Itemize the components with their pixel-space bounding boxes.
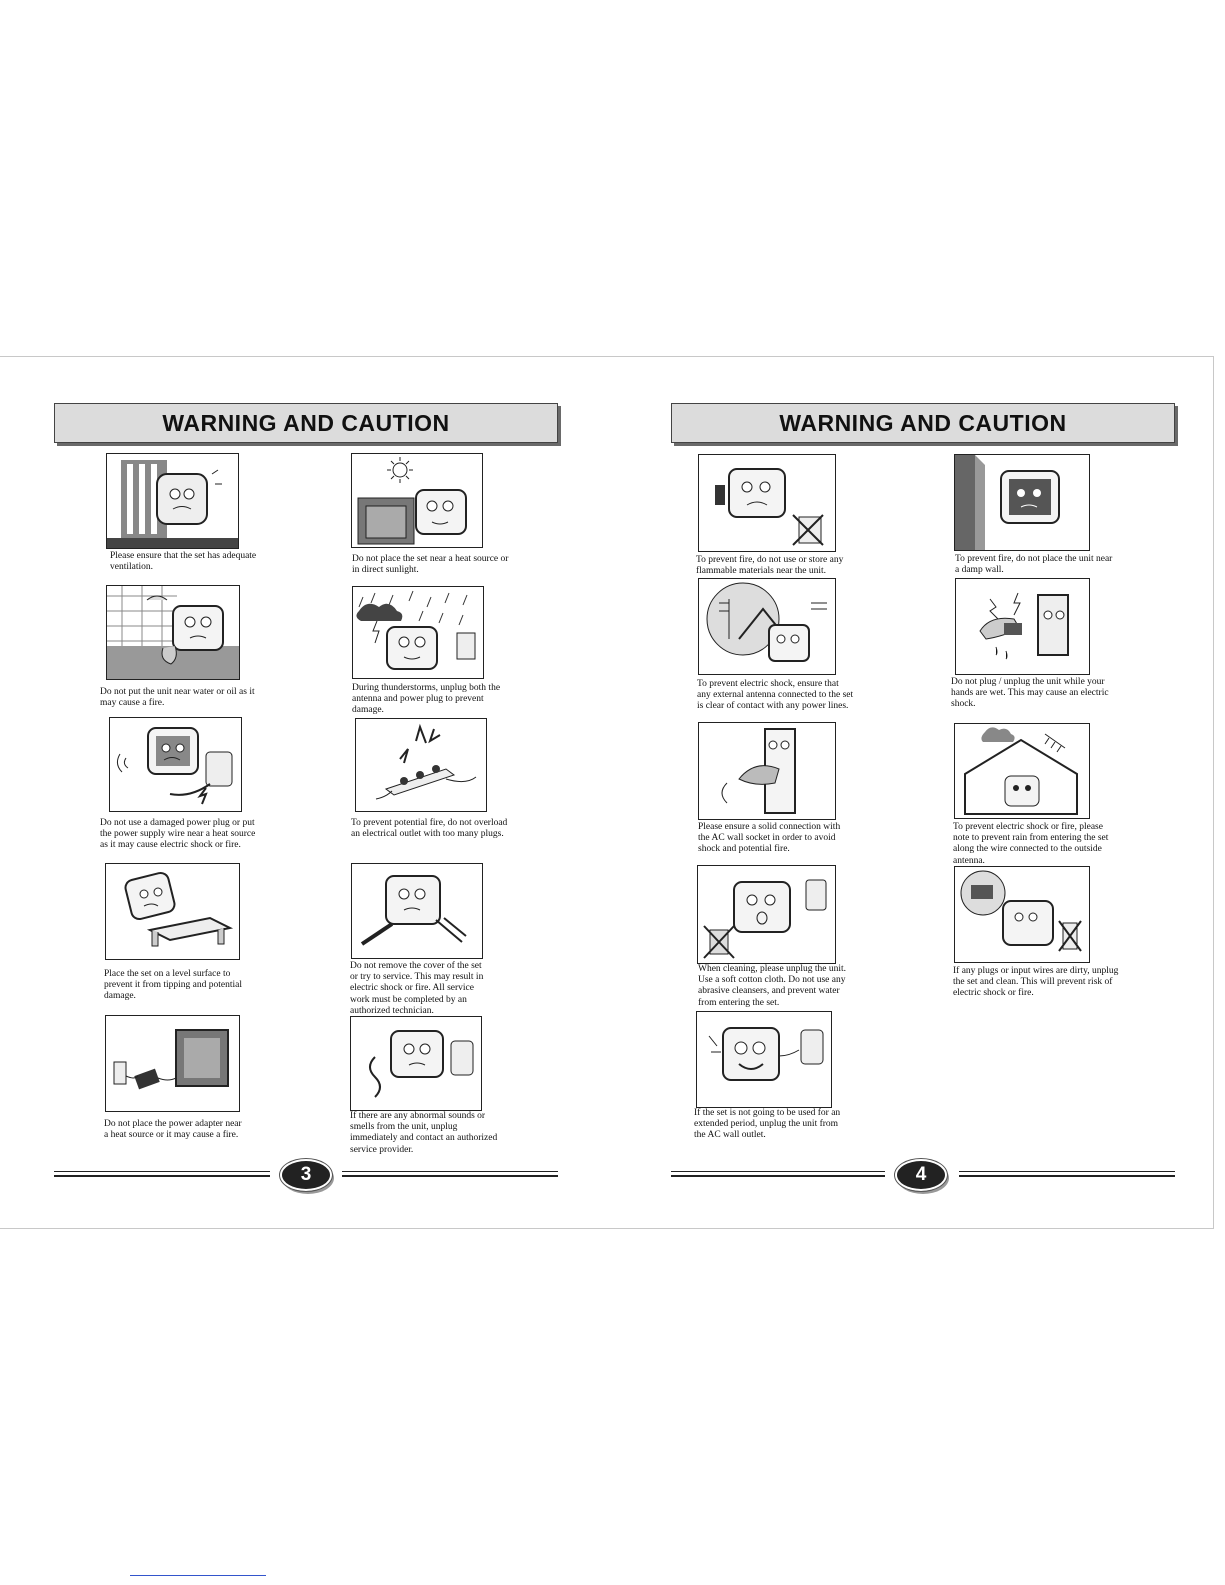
tv-flammable-illustration bbox=[698, 454, 836, 552]
footer-rule bbox=[342, 1175, 558, 1177]
item-caption: To prevent electric shock, ensure that any external antenna connected to the set is clear of contact with any power lines. bbox=[697, 679, 854, 712]
item-caption: Please ensure that the set has adequate ventilation. bbox=[110, 551, 257, 573]
item-caption: If there are any abnormal sounds or smells from the unit, unplug immediately and contact an authorized service provider. bbox=[350, 1111, 498, 1155]
tv-ventilation-illustration bbox=[106, 453, 239, 549]
item-caption: If any plugs or input wires are dirty, unplug the set and clean. This will prevent risk of electric shock or fire. bbox=[953, 966, 1119, 999]
page-number-badge: 4 bbox=[895, 1159, 947, 1191]
tv-sunlight-illustration bbox=[351, 453, 483, 548]
tv-unplug-illustration bbox=[696, 1011, 832, 1108]
item-caption: Do not put the unit near water or oil as it may cause a fire. bbox=[100, 687, 255, 709]
page-title: WARNING AND CAUTION bbox=[671, 403, 1175, 443]
page-number-badge: 3 bbox=[280, 1159, 332, 1191]
item-caption: To prevent fire, do not place the unit near a damp wall. bbox=[955, 554, 1113, 576]
footer-rule bbox=[342, 1171, 558, 1172]
tv-damaged-plug-illustration bbox=[109, 717, 242, 812]
footer-rule bbox=[671, 1171, 885, 1172]
bottom-link-underline bbox=[130, 1575, 266, 1576]
footer-rule bbox=[671, 1175, 885, 1177]
page-title: WARNING AND CAUTION bbox=[54, 403, 558, 443]
footer-rule bbox=[54, 1171, 270, 1172]
footer-rule bbox=[959, 1175, 1175, 1177]
manual-spread bbox=[0, 356, 1214, 1229]
overloaded-outlet-illustration bbox=[355, 718, 487, 812]
item-caption: When cleaning, please unplug the unit. Use a soft cotton cloth. Do not use any abrasive cleansers, and prevent water from entering the set. bbox=[698, 964, 846, 1008]
tv-water-illustration bbox=[106, 585, 240, 680]
page-footer bbox=[671, 1159, 1181, 1191]
item-caption: Do not place the power adapter near a heat source or it may cause a fire. bbox=[104, 1119, 242, 1141]
tv-abnormal-smell-illustration bbox=[350, 1016, 482, 1111]
tv-damp-wall-illustration bbox=[954, 454, 1090, 551]
item-caption: Do not use a damaged power plug or put the power supply wire near a heat source as it may cause electric shock or fire. bbox=[100, 818, 256, 851]
tv-thunderstorm-illustration bbox=[352, 586, 484, 679]
footer-rule bbox=[959, 1171, 1175, 1172]
item-caption: If the set is not going to be used for an extended period, unplug the unit from the AC wall outlet. bbox=[694, 1108, 841, 1141]
item-caption: Please ensure a solid connection with the AC wall socket in order to avoid shock and potential fire. bbox=[698, 822, 841, 855]
item-caption: Do not plug / unplug the unit while your hands are wet. This may cause an electric shock. bbox=[951, 677, 1109, 710]
page-4 bbox=[610, 357, 1220, 1228]
antenna-power-line-illustration bbox=[698, 578, 836, 675]
page-footer bbox=[54, 1159, 564, 1191]
item-caption: During thunderstorms, unplug both the antenna and power plug to prevent damage. bbox=[352, 683, 501, 716]
dirty-plug-illustration bbox=[954, 866, 1090, 963]
power-adapter-illustration bbox=[105, 1015, 240, 1112]
tv-cleaning-illustration bbox=[697, 865, 836, 964]
item-caption: To prevent electric shock or fire, please note to prevent rain from entering the set along the wire connected to the outside antenna. bbox=[953, 822, 1109, 866]
wall-socket-illustration bbox=[698, 722, 836, 820]
footer-rule bbox=[54, 1175, 270, 1177]
wet-hands-plug-illustration bbox=[955, 578, 1090, 675]
item-caption: To prevent potential fire, do not overload an electrical outlet with too many plugs. bbox=[351, 818, 508, 840]
item-caption: To prevent fire, do not use or store any flammable materials near the unit. bbox=[696, 555, 844, 577]
item-caption: Place the set on a level surface to prevent it from tipping and potential damage. bbox=[104, 969, 242, 1002]
page-3 bbox=[0, 357, 610, 1228]
tv-level-surface-illustration bbox=[105, 863, 240, 960]
tv-service-illustration bbox=[351, 863, 483, 959]
rain-antenna-illustration bbox=[954, 723, 1090, 819]
item-caption: Do not remove the cover of the set or try to service. This may result in electric shock or fire. All service work must be completed by an authorized technician. bbox=[350, 961, 484, 1016]
item-caption: Do not place the set near a heat source or in direct sunlight. bbox=[352, 554, 509, 576]
